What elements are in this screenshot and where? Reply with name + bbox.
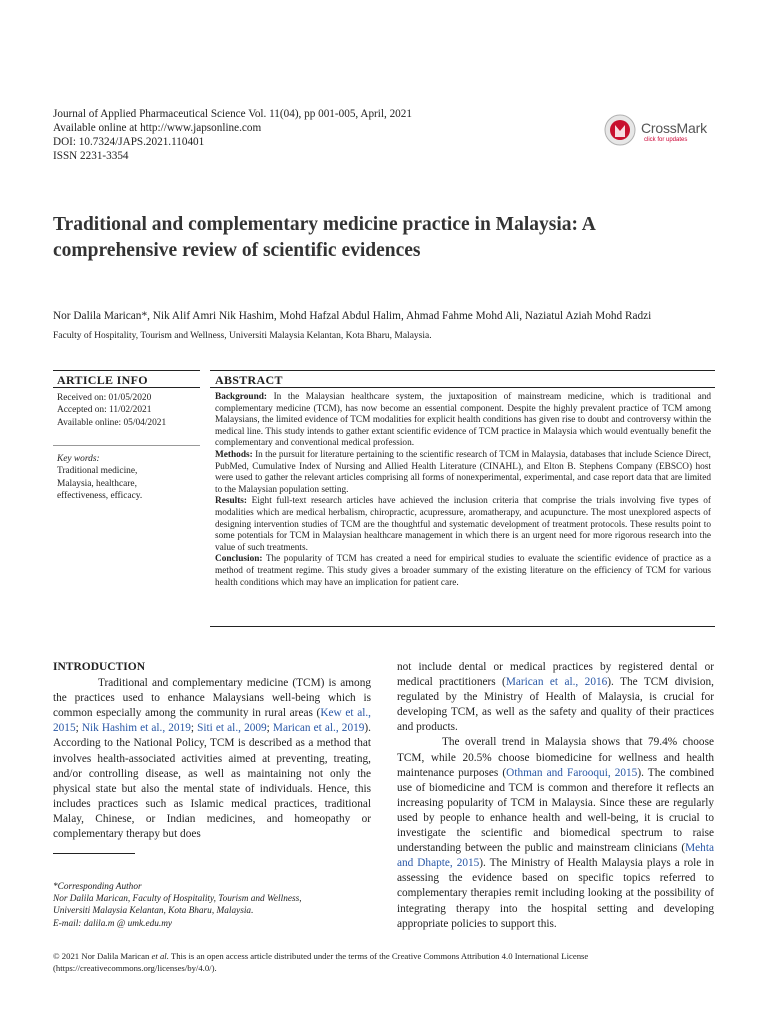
journal-citation: Journal of Applied Pharmaceutical Science Vol. 11(04), pp 001-005, April, 2021 [53,108,412,120]
abstract-bottom-rule [210,626,715,627]
keywords-rule [53,445,200,446]
citation-link[interactable]: Othman and Farooqui, 2015 [506,766,638,779]
abstract-results: Results: Eight full-text research articles have achieved the inclusion criteria that comprise the trials involving five types of modalities which are medical herbalism, chiropractic, acupressure, aromatherapy, and acupuncture. The most unexplored aspects of designing intervention studies of TCM are the thoughtful and systematic development of treatment protocols. These results point to some potentials for TCM in Malaysian healthcare management in which there is an urgent need for more rigorous research into the value of such treatments. [215,496,711,553]
abstract-heading: ABSTRACT [215,373,283,387]
intro-paragraph-1: Traditional and complementary medicine (TCM) is among the practices used to enhance Malaysians well-being which is common especially among the community in rural areas (Kew et al., 2015; Nik Hashim et al., 2019; Siti et al., 2009; Marican et al., 2019). According to the National Policy, TCM is described as a method that involves health-associated activities aimed at preventing, treating, and/or controlling disease, as well as maintaining not only the physical state but also the mental state of individuals. Hence, this includes practices such as Islamic medical practices, traditional Malay, Chinese, or Indian medicines, and homeopathy or complementary therapy but does [53,677,371,841]
citation-link[interactable]: Kew et al., 2015 [53,707,371,735]
article-title: Traditional and complementary medicine practice in Malaysia: A comprehensive review of scientific evidences [53,214,595,261]
affiliation: Faculty of Hospitality, Tourism and Wellness, Universiti Malaysia Kelantan, Kota Bharu, Malaysia. [53,331,432,341]
received-date: Received on: 01/05/2020 [57,393,152,403]
journal-meta [53,107,412,163]
authors: Nor Dalila Marican*, Nik Alif Amri Nik Hashim, Mohd Hafzal Abdul Halim, Ahmad Fahme Mohd Ali, Naziatul Aziah Mohd Radzi [53,310,652,322]
intro-column-right [397,660,714,932]
crossmark-sub: click for updates [644,137,688,143]
accepted-date: Accepted on: 11/02/2021 [57,405,152,416]
intro-paragraph-2: The overall trend in Malaysia shows that 79.4% choose TCM, while 20.5% choose biomedicine for wellness and health maintenance purposes (Othman and Farooqui, 2015). The combined use of biomedicine and TCM is common and therefore it reflects an increasing popularity of TCM in Malaysia. Since these are regularly used by people to enhance health and well-being, it is crucial to investigate the scientific and biomedical spectrum to raise understanding between the public and mainstream clinicians (Mehta and Dhapte, 2015). The Ministry of Health Malaysia plays a role in assessing the evidence based on specific topics referred to complementary therapies remit including looking at the possibility of integrating therapy into the hospital setting and developing appropriate policies to support this. [397,736,715,930]
journal-issn: ISSN 2231-3354 [53,150,129,162]
footnote-line: *Corresponding Author [53,882,142,892]
crossmark-label: CrossMark [641,120,707,136]
intro-column-left [53,660,371,842]
crossmark-badge[interactable] [604,114,714,148]
citation-link[interactable]: Nik Hashim et al., 2019 [81,722,191,735]
footnote-rule [53,853,135,854]
keywords [57,453,142,503]
citation-link[interactable]: Marican et al., 2019 [272,722,365,735]
article-info-top-rule [53,370,200,371]
citation-link[interactable]: Mehta and Dhapte, 2015 [397,842,714,870]
article-dates [57,392,166,429]
intro-heading: INTRODUCTION [53,661,146,673]
footnote-line: Nor Dalila Marican, Faculty of Hospitality, Tourism and Wellness, [53,894,302,905]
abstract-body [215,392,711,589]
footnote-line: Universiti Malaysia Kelantan, Kota Bharu, Malaysia. [53,906,254,917]
keyword-line: Malaysia, healthcare, [57,478,137,489]
available-date: Available online: 05/04/2021 [57,417,167,428]
citation-link[interactable]: Marican et al., 2016 [505,676,608,689]
article-info-heading: ARTICLE INFO [57,373,148,387]
corresponding-author-note [53,881,373,930]
abstract-background: Background: In the Malaysian healthcare system, the juxtaposition of mainstream medicine, which is traditional and complementary medicine (TCM), has now become an essential component. Despite the highly prevalent practice of TCM among Malaysians, the limited evidence of TCM modalities for explicit health conditions has given rise to doubt and controversy within the medical line. This study intends to gather extant scientific evidence of TCM practice in Malaysia which would eventually benefit the complementary and conventional medical profession. [215,392,711,449]
journal-url[interactable]: Available online at http://www.japsonline.com [53,122,262,134]
abstract-conclusion: Conclusion: The popularity of TCM has created a need for empirical studies to evaluate the scientific evidence of practice as a method of treatment regime. This study gives a broader summary of the existing literature on the efficiency of TCM for various health conditions which may have an implication for patient care. [215,554,711,588]
author-email[interactable]: E-mail: dalila.m @ umk.edu.my [53,918,173,929]
crossmark-icon [604,114,636,146]
keywords-heading: Key words: [57,454,100,464]
abstract-head-rule [210,387,715,388]
abstract-top-rule [210,370,715,371]
abstract-methods: Methods: In the pursuit for literature pertaining to the scientific research of TCM in Malaysia, databases that include Science Direct, PubMed, Cumulative Index of Nursing and Allied Health Literature (CINAHL), and Elton B. Stephens Company (EBSCO) host were used to gather the relevant articles comprising all forms of nonexperimental, experimental, and case report data that are limited to the Malaysian population setting. [215,449,712,495]
citation-link[interactable]: Siti et al., 2009 [197,722,267,735]
journal-doi[interactable]: DOI: 10.7324/JAPS.2021.110401 [53,136,205,148]
intro-paragraph-1-cont: not include dental or medical practices by registered dental or medical practitioners (Marican et al., 2016). The TCM division, regulated by the Ministry of Health of Malaysia, is crucial for developing TCM, as well as the safety and quality of their practices and products. [397,661,714,734]
keyword-line: Traditional medicine, [57,466,138,477]
copyright-notice: © 2021 Nor Dalila Marican et al. This is an open access article distributed under the terms of the Creative Commons Attribution 4.0 International License (https://creativecommons.org/licenses/by/4.0/). [53,951,589,973]
keyword-line: effectiveness, efficacy. [57,491,143,502]
